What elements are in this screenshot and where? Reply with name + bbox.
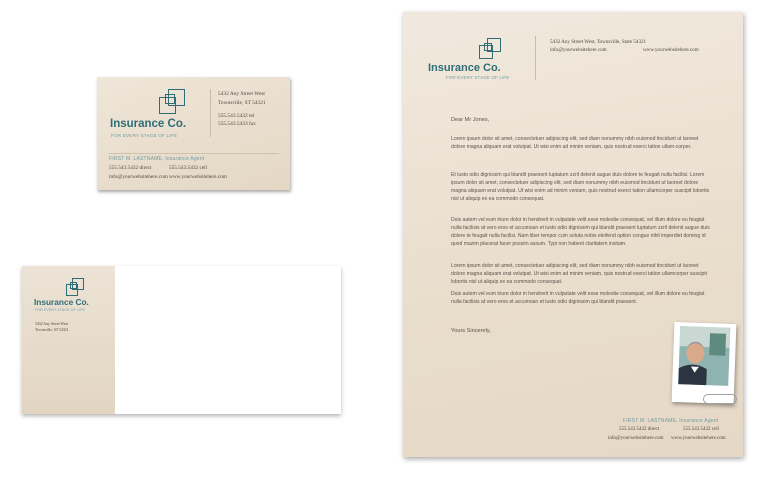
card-tel: 555.543.5432 tel bbox=[218, 113, 255, 119]
envelope-street: 5432 Any Street West bbox=[35, 322, 69, 326]
paperclip-icon bbox=[703, 394, 737, 404]
letter-paragraph-3: Duis autem vel eum iriure dolor in hendrerit in vulputate velit esse molestie consequat, vel illum dolore eu feugiat nulla facilisis at vero eros et accumsan et iusto odio dignissim qui blandit praesent luptatum zzril delenit augue duis dolore te feugait nulla facilisi. Nam liber tempor cum soluta nobis eleifend option congue nihil imperdiet doming id quod mazim placerat facer possim assum. Typi non habent claritatem insitam. bbox=[451, 217, 710, 247]
letterhead-website: www.yourwebsitehere.com bbox=[643, 47, 699, 53]
letterhead-tagline: FOR EVERY STAGE OF LIFE bbox=[446, 75, 510, 80]
closing: Yours Sincerely, bbox=[451, 328, 491, 334]
envelope-tagline: FOR EVERY STAGE OF LIFE bbox=[35, 308, 86, 312]
card-city: Townsville, ST 54321 bbox=[218, 100, 266, 106]
envelope-brand-panel bbox=[22, 266, 115, 414]
letter-paragraph-4: Lorem ipsum dolor sit amet, consectetuer adipiscing elit, sed diam nonummy nibh euismod tincidunt ut laoreet dolore magna aliquam erat volutpat. Ut wisi enim ad minim veniam, quis nostrud exerci tation ullamcorper suscipit lobortis nisl ut aliquip ex ea commodo consequat. bbox=[451, 263, 707, 285]
envelope-city: Townsville, ST 54321 bbox=[35, 328, 69, 332]
letter-paragraph-1: Lorem ipsum dolor sit amet, consectetuer adipiscing elit, sed diam nonummy nibh euismod tincidunt ut laoreet dolore magna aliquam erat volutpat. Ut wisi enim ad minim veniam, quis nostrud exerci tation ullam-corper. bbox=[451, 136, 699, 150]
letterhead-address: 5432 Any Street West, Townsville, State 54321 bbox=[550, 39, 647, 45]
logo-icon bbox=[159, 89, 187, 117]
card-fax: 555.543.5433 fax bbox=[218, 121, 256, 127]
person-photo-icon bbox=[672, 322, 737, 404]
card-cell: 555.543.5432 cell bbox=[169, 165, 208, 171]
card-direct: 555.543.5432 direct bbox=[109, 165, 152, 171]
agent-photo bbox=[672, 322, 737, 404]
letter-paragraph-2: Et iusto odio dignissim qui blandit praesent luptatum zzril delenit augue duis dolore te feugait nulla facilisi. Lorem ipsum dolor sit amet, consectetuer adipiscing elit, sed diam nonummy nibh euismod tincidunt ut laoreet dolore magna aliquam erat volutpat. Ut wisi enim ad minim veniam, quis nostrud exerci tation ullamcorper suscipit lobortis nisl ut aliquip ex ea commodo consequat. bbox=[451, 172, 710, 202]
business-card bbox=[97, 77, 290, 190]
letterhead-website-footer: www.yourwebsitehere.com bbox=[671, 436, 726, 441]
card-agent: FIRST M. LASTNAME, Insurance Agent bbox=[109, 156, 205, 162]
letterhead bbox=[403, 12, 743, 457]
letterhead-cell: 555.543.5432 cell bbox=[683, 427, 719, 432]
envelope-company-name: Insurance Co. bbox=[34, 297, 89, 307]
envelope bbox=[22, 266, 341, 414]
logo-icon bbox=[66, 278, 86, 298]
company-tagline: FOR EVERY STAGE OF LIFE bbox=[111, 133, 178, 138]
letterhead-company-name: Insurance Co. bbox=[428, 62, 501, 74]
letterhead-email: info@yourwebsitehere.com bbox=[550, 47, 607, 53]
letter-paragraph-5: Duis autem vel eum iriure dolor in hendrerit in vulputate velit esse molestie consequat, vel illum dolore eu feugiat nulla facilisis at vero eros et accumsan et iusto odio dignissim qui blandit praesent. bbox=[451, 291, 705, 305]
letterhead-direct: 555.543.5432 direct bbox=[619, 427, 660, 432]
card-street: 5432 Any Street West bbox=[218, 91, 265, 97]
letterhead-agent: FIRST M. LASTNAME, Insurance Agent bbox=[623, 418, 719, 424]
letterhead-email-footer: info@yourwebsitehere.com bbox=[608, 436, 664, 441]
company-name: Insurance Co. bbox=[110, 118, 187, 130]
salutation: Dear Mr Jones, bbox=[451, 117, 490, 123]
logo-icon bbox=[479, 38, 503, 62]
card-website: www.yourwebsitehere.com bbox=[169, 174, 227, 180]
card-email: info@yourwebsitehere.com bbox=[109, 174, 168, 180]
